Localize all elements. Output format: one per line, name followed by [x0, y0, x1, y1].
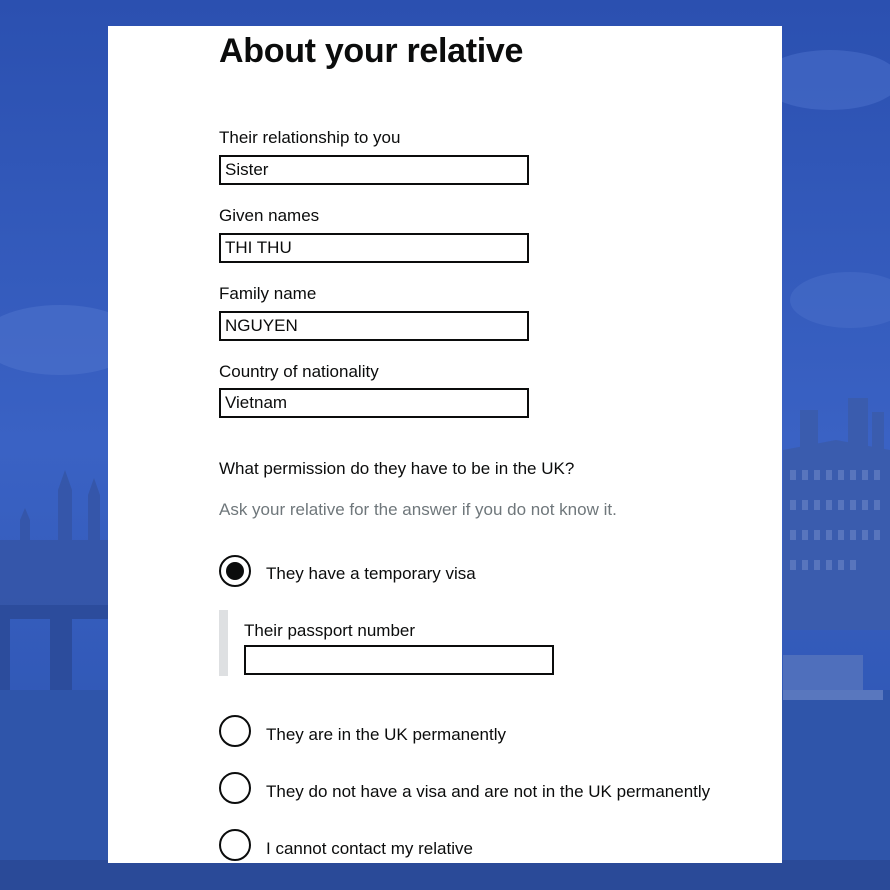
radio-permanent[interactable] [219, 715, 251, 747]
passport-number-input[interactable] [244, 645, 554, 675]
permission-question: What permission do they have to be in the UK? [219, 459, 575, 478]
given-names-input[interactable]: THI THU [219, 233, 529, 263]
radio-cannot-contact[interactable] [219, 829, 251, 861]
given-names-label: Given names [219, 206, 320, 225]
permission-hint: Ask your relative for the answer if you do not know it. [219, 500, 617, 519]
relationship-label: Their relationship to you [219, 128, 401, 147]
nationality-label: Country of nationality [219, 362, 379, 381]
family-name-input[interactable]: NGUYEN [219, 311, 529, 341]
radio-label-cannot-contact[interactable]: I cannot contact my relative [266, 839, 473, 858]
radio-label-temporary-visa[interactable]: They have a temporary visa [266, 564, 476, 583]
form-panel [108, 26, 782, 863]
family-name-label: Family name [219, 284, 317, 303]
relationship-input[interactable]: Sister [219, 155, 529, 185]
nationality-input[interactable]: Vietnam [219, 388, 529, 418]
radio-label-no-visa[interactable]: They do not have a visa and are not in the UK permanently [266, 782, 711, 801]
conditional-reveal-bar [219, 610, 228, 676]
page-title: About your relative [219, 32, 524, 70]
radio-temporary-visa[interactable] [219, 555, 251, 587]
passport-number-label: Their passport number [244, 621, 416, 640]
radio-no-visa[interactable] [219, 772, 251, 804]
radio-label-permanent[interactable]: They are in the UK permanently [266, 725, 507, 744]
